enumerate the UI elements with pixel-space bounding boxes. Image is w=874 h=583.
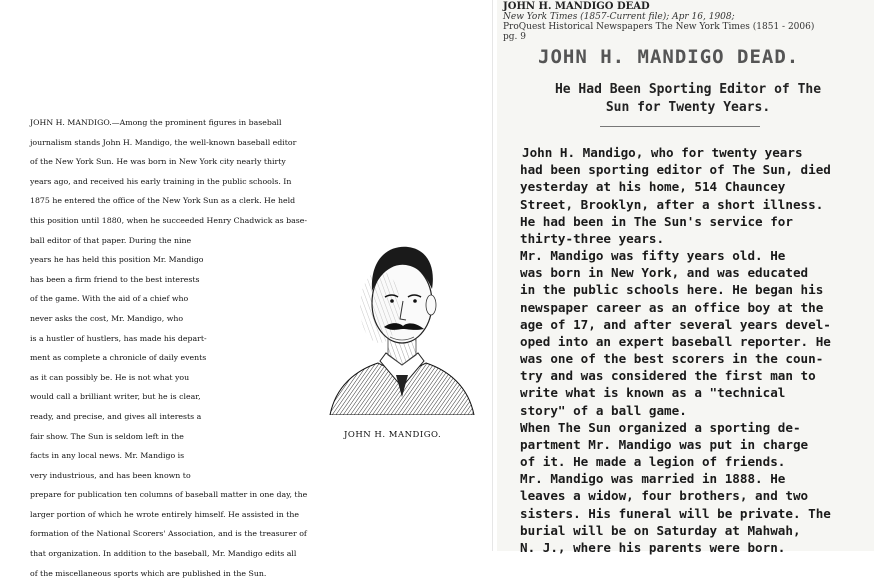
right-line: John H. Mandigo, who for twenty years <box>522 145 803 160</box>
right-line: oped into an expert baseball reporter. He <box>520 333 831 349</box>
left-line: is a hustler of hustlers, has made his depart- <box>30 333 207 343</box>
left-line: never asks the cost, Mr. Mandigo, who <box>30 313 184 323</box>
right-line: was one of the best scorers in the coun- <box>520 351 824 367</box>
citation-headline: JOHN H. MANDIGO DEAD <box>503 1 650 12</box>
left-line: has been a firm friend to the best interests <box>30 274 200 284</box>
left-line: facts in any local news. Mr. Mandigo is <box>30 451 185 461</box>
right-line: Mr. Mandigo was fifty years old. He <box>520 248 786 264</box>
right-line: story" of a ball game. <box>520 402 687 418</box>
left-line: very industrious, and has been known to <box>30 470 191 480</box>
right-line: write what is known as a "technical <box>520 385 786 401</box>
left-line: 1875 he entered the office of the New York Sun as a clerk. He held <box>30 196 296 206</box>
left-line: formation of the National Scorers' Association, and is the treasurer of <box>30 529 307 539</box>
right-line: leaves a widow, four brothers, and two <box>520 488 809 504</box>
article-dek-line: Sun for Twenty Years. <box>605 100 771 115</box>
right-line: When The Sun organized a sporting de- <box>520 419 801 435</box>
left-line: as it can possibly be. He is not what you <box>30 372 190 382</box>
left-line: larger portion of which he wrote entirely himself. He assisted in the <box>30 509 300 519</box>
left-line: JOHN H. MANDIGO.—Among the prominent figures in baseball <box>30 118 282 127</box>
citation-database: ProQuest Historical Newspapers The New York Times (1851 - 2006) <box>503 22 815 32</box>
right-line: was born in New York, and was educated <box>520 265 809 281</box>
citation-source: New York Times (1857-Current file); Apr 16, 1908; <box>503 12 735 22</box>
left-line: years he has held this position Mr. Mandigo <box>30 255 204 265</box>
left-line: prepare for publication ten columns of baseball matter in one day, the <box>30 490 308 500</box>
left-line: of the miscellaneous sports which are published in the Sun. <box>30 568 267 578</box>
citation-header <box>503 2 814 42</box>
right-line: newspaper career as an office boy at the <box>520 299 824 315</box>
right-line: of it. He made a legion of friends. <box>520 454 786 470</box>
right-line: burial will be on Saturday at Mahwah, <box>520 522 801 538</box>
right-line: yesterday at his home, 514 Chauncey <box>520 179 786 195</box>
citation-page: pg. 9 <box>503 32 526 42</box>
left-line: of the game. With the aid of a chief who <box>30 294 189 304</box>
left-line: would call a brilliant writer, but he is clear, <box>30 392 201 402</box>
left-line: journalism stands John H. Mandigo, the well-known baseball editor <box>30 137 297 147</box>
section-rule <box>600 126 760 127</box>
article-headline: JOHN H. MANDIGO DEAD. <box>538 46 800 68</box>
left-line: this position until 1880, when he succeeded Henry Chadwick as base- <box>30 215 307 225</box>
left-line: fair show. The Sun is seldom left in the <box>30 431 184 441</box>
left-line: years ago, and received his early training in the public schools. In <box>30 176 292 186</box>
article-dek-line: He Had Been Sporting Editor of The <box>554 82 822 97</box>
right-line: in the public schools here. He began his <box>520 282 824 298</box>
right-line: Street, Brooklyn, after a short illness. <box>520 196 824 212</box>
right-line: N. J., where his parents were born. <box>520 540 786 555</box>
left-line: that organization. In addition to the baseball, Mr. Mandigo edits all <box>30 549 297 559</box>
right-line: age of 17, and after several years devel- <box>520 316 831 332</box>
left-line: of the New York Sun. He was born in New York city nearly thirty <box>30 157 286 167</box>
left-line: ready, and precise, and gives all interests a <box>30 411 202 421</box>
right-line: had been sporting editor of The Sun, died <box>520 162 831 178</box>
left-line: ment as complete a chronicle of daily events <box>30 353 207 363</box>
right-line: partment Mr. Mandigo was put in charge <box>520 436 809 452</box>
portrait-illustration <box>322 225 480 415</box>
right-line: Mr. Mandigo was married in 1888. He <box>520 471 786 487</box>
right-line: He had been in The Sun's service for <box>520 213 793 229</box>
right-line: thirty-three years. <box>520 230 665 246</box>
right-line: try and was considered the first man to <box>520 368 816 384</box>
portrait-caption: JOHN H. MANDIGO. <box>344 430 442 440</box>
right-line: sisters. His funeral will be private. The <box>520 505 831 521</box>
left-line: ball editor of that paper. During the nine <box>30 235 192 245</box>
